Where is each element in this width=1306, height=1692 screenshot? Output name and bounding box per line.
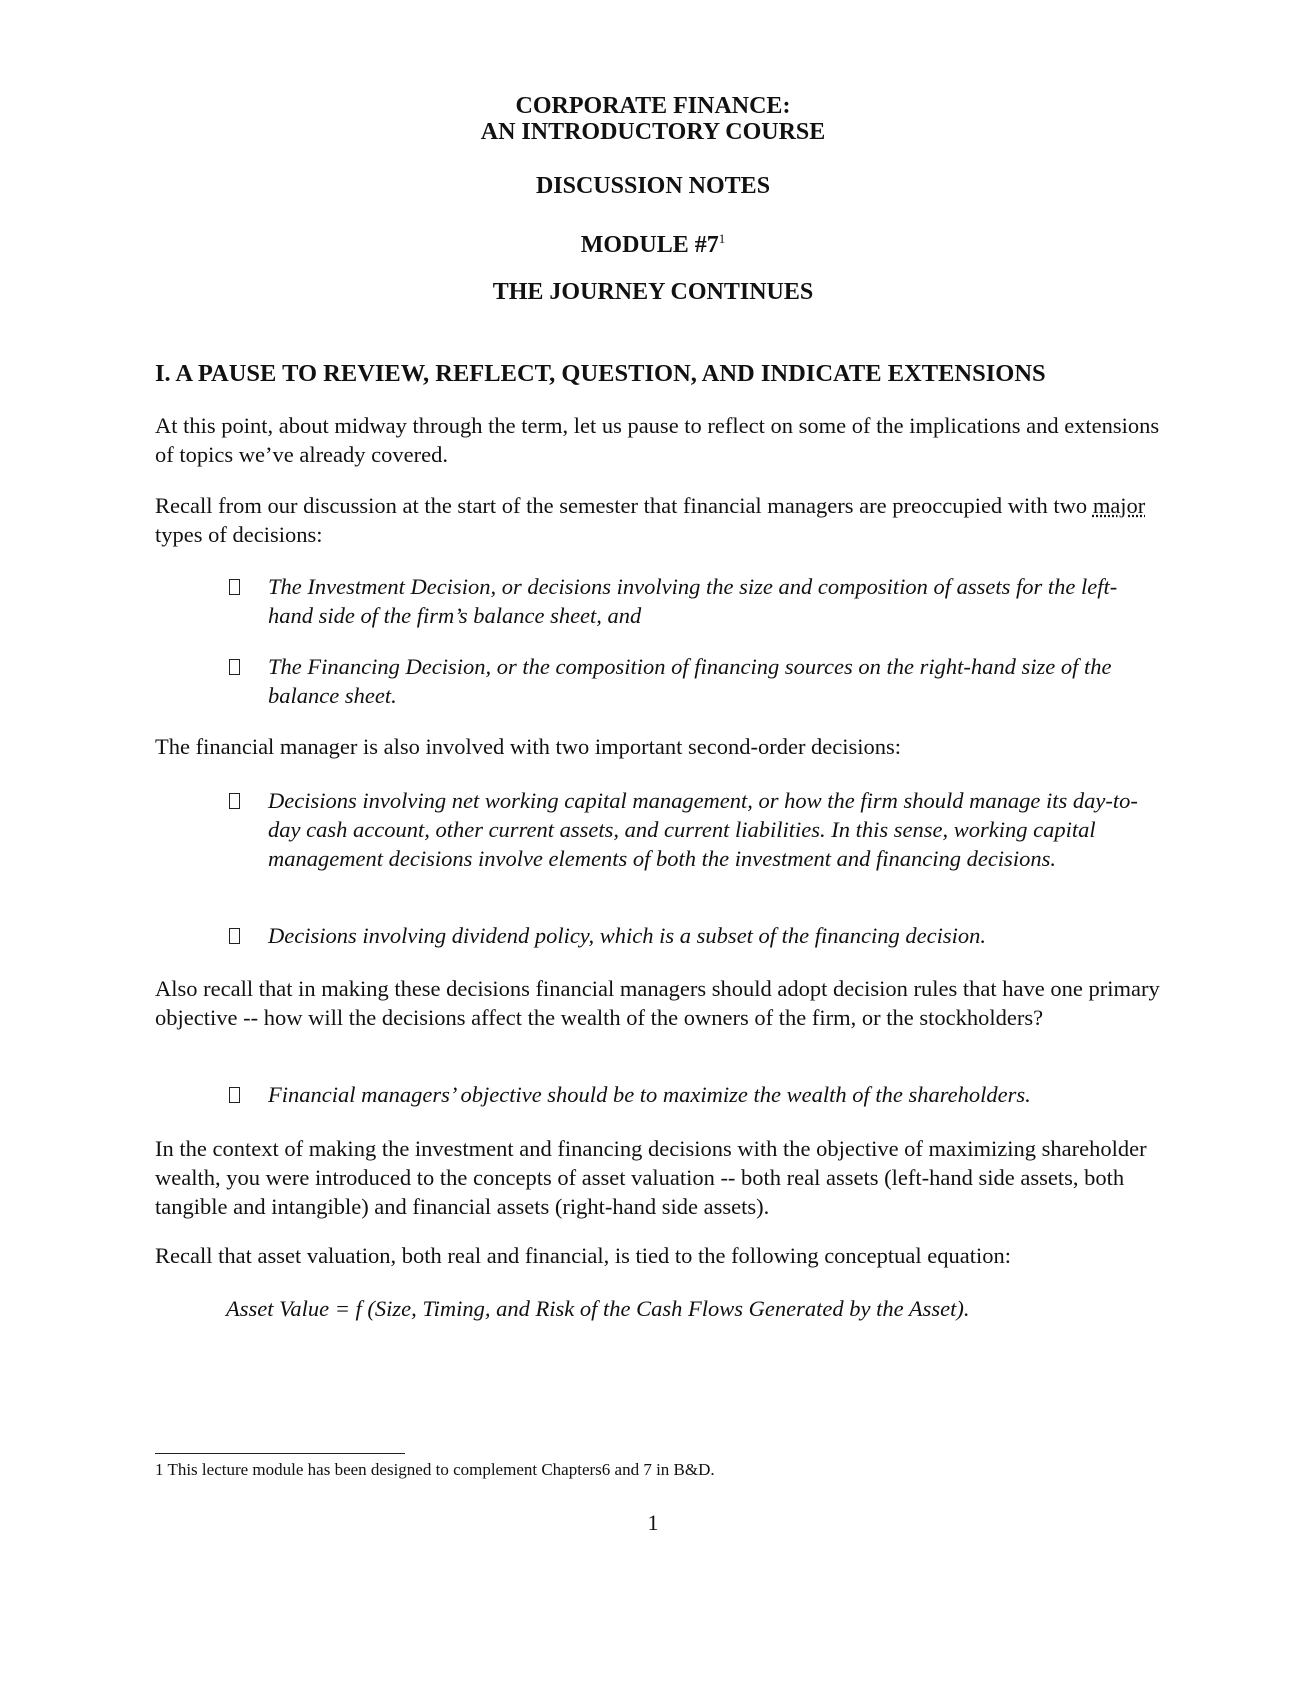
paragraph-objective: Also recall that in making these decisions financial managers should adopt decision rules that have one primary objective -- how will the decisions affect the wealth of the owners of the firm, or the stockholders? bbox=[155, 976, 1160, 1030]
bullet-box-icon bbox=[229, 793, 240, 809]
bullet-box-icon bbox=[229, 579, 240, 595]
bullet-investment-decision: The Investment Decision, or decisions involving the size and composition of assets for the left-hand side of the firm’s balance sheet, and bbox=[232, 572, 1152, 630]
bullet-financing-decision: The Financing Decision, or the composition of financing sources on the right-hand size of the balance sheet. bbox=[232, 652, 1152, 710]
paragraph-intro: At this point, about midway through the term, let us pause to reflect on some of the implications and extensions of topics we’ve already covered. bbox=[155, 413, 1160, 467]
footnote bbox=[155, 1459, 715, 1481]
bullet-maximize-wealth: Financial managers’ objective should be to maximize the wealth of the shareholders. bbox=[232, 1080, 1152, 1109]
subtitle-discussion-notes: DISCUSSION NOTES bbox=[535, 173, 771, 199]
bullet-box-icon bbox=[229, 659, 240, 675]
bullet-box-icon bbox=[229, 928, 240, 944]
module-label: MODULE #7 bbox=[580, 232, 719, 258]
footnote-text: This lecture module has been designed to complement Chapters6 and 7 in B&D. bbox=[167, 1460, 715, 1479]
bullet-box-icon bbox=[229, 1087, 240, 1103]
title-line-1: CORPORATE FINANCE: bbox=[515, 93, 791, 119]
paragraph-second-order: The financial manager is also involved with two important second-order decisions: bbox=[155, 734, 902, 759]
section-heading: I. A PAUSE TO REVIEW, REFLECT, QUESTION, AND INDICATE EXTENSIONS bbox=[155, 360, 1046, 387]
paragraph-equation-intro: Recall that asset valuation, both real and financial, is tied to the following conceptual equation: bbox=[155, 1243, 1011, 1268]
asset-value-equation: Asset Value = f (Size, Timing, and Risk of the Cash Flows Generated by the Asset). bbox=[226, 1296, 970, 1321]
journey-title: THE JOURNEY CONTINUES bbox=[492, 279, 814, 305]
footnote-mark: 1 bbox=[155, 1460, 164, 1479]
paragraph-asset-valuation: In the context of making the investment and financing decisions with the objective of maximizing shareholder wealth, you were introduced to the concepts of asset valuation -- both real assets (left-hand side assets, both tangible and intangible) and financial assets (right-hand side assets). bbox=[155, 1136, 1147, 1219]
title-line-2: AN INTRODUCTORY COURSE bbox=[480, 119, 826, 145]
footnote-reference: 1 bbox=[718, 231, 726, 246]
module-title bbox=[0, 225, 1306, 259]
paragraph-decision-types: Recall from our discussion at the start of the semester that financial managers are preoccupied with two major types of decisions: bbox=[155, 493, 1146, 547]
footnote-divider bbox=[155, 1453, 405, 1454]
bullet-dividend-policy: Decisions involving dividend policy, which is a subset of the financing decision. bbox=[232, 921, 1152, 950]
page-number: 1 bbox=[647, 1510, 659, 1535]
underlined-word: major bbox=[1092, 493, 1146, 518]
bullet-working-capital: Decisions involving net working capital management, or how the firm should manage its day-to-day cash account, other current assets, and current liabilities. In this sense, working capital management decisions involve elements of both the investment and financing decisions. bbox=[232, 786, 1152, 873]
